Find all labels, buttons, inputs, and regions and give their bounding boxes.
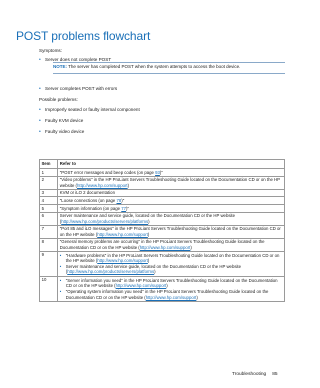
- bullet-icon: •: [59, 277, 62, 283]
- column-header-item: Item: [40, 160, 58, 169]
- table-header-row: [40, 160, 285, 169]
- page-link[interactable]: 78: [116, 197, 122, 203]
- page-link[interactable]: 93: [155, 169, 160, 175]
- column-header-refer: Refer to: [58, 160, 285, 169]
- problem-item: • Faulty KVM device: [39, 117, 84, 124]
- website-link[interactable]: http://www.hp.com/support: [97, 231, 148, 237]
- website-link[interactable]: http://www.hp.com/support: [76, 182, 128, 188]
- table-row: 1 "POST error messages and beep codes (on page 93)": [40, 169, 285, 177]
- reference-table: [39, 159, 285, 302]
- bullet-icon: •: [39, 117, 41, 124]
- bullet-icon: •: [39, 85, 41, 92]
- symptom-item: • Server does not complete POST: [39, 56, 112, 63]
- website-link[interactable]: http://www.hp.com/support: [115, 283, 167, 289]
- symptoms-label: Symptoms:: [39, 48, 62, 53]
- bullet-icon: •: [59, 252, 62, 258]
- list-item: • "Hardware problems" in the HP ProLiant Servers Troubleshooting Guide located on the Documentation CD or on the HP website (http://www.hp.com/support): [59, 252, 280, 264]
- website-link[interactable]: http://www.hp.com/products/servers/platforms: [67, 269, 155, 275]
- problem-item: • Faulty video device: [39, 128, 85, 135]
- table-row: 2 "Video problems" in the HP ProLiant Servers Troubleshooting Guide located on the Documentation CD or on the HP website (http://www.hp.com/support): [40, 176, 285, 189]
- page-number: 85: [272, 372, 278, 377]
- note-top-rule: [53, 62, 285, 63]
- note-box: [53, 64, 285, 69]
- table-row: 5 "Symptom information (on page 77)": [40, 204, 285, 212]
- problem-item: • Improperly seated or faulty internal component: [39, 106, 140, 113]
- page-title: POST problems flowchart: [16, 29, 151, 43]
- website-link[interactable]: http://www.hp.com/support: [139, 244, 191, 250]
- table-row: 10 • "Server information you need" in the HP ProLiant Servers Troubleshooting Guide located on the Documentation CD or on the HP website (http://www.hp.com/support) • "Operating system information you need" in the HP ProLiant Servers Troubleshooting Guide located on the Documentation CD or on the HP website (http://www.hp.com/support): [40, 276, 285, 301]
- bullet-icon: •: [39, 106, 41, 113]
- table-row: 7 "Port 85 and iLO messages" in the HP ProLiant Servers Troubleshooting Guide located on the Documentation CD or on the HP website (http://www.hp.com/support): [40, 225, 285, 238]
- page-link[interactable]: 77: [121, 205, 127, 211]
- note-tag: NOTE:: [53, 64, 67, 69]
- website-link[interactable]: http://www.hp.com/support: [145, 294, 197, 300]
- note-text: The server has completed POST when the system attempts to access the boot device.: [68, 64, 241, 69]
- symptom-item: • Server completes POST with errors: [39, 85, 118, 92]
- table-row: 9 • "Hardware problems" in the HP ProLiant Servers Troubleshooting Guide located on the Documentation CD or on the HP website (http://www.hp.com/support) • Server maintenance and service guide, located on the Documentation CD or the HP website (http://www.hp.com/products/servers/platforms): [40, 251, 285, 276]
- bullet-icon: •: [39, 56, 41, 63]
- list-item: • "Server information you need" in the HP ProLiant Servers Troubleshooting Guide located on the Documentation CD or on the HP website (http://www.hp.com/support): [59, 277, 278, 289]
- bullet-icon: •: [59, 289, 62, 295]
- note-bottom-rule: [53, 73, 285, 74]
- page-footer: [232, 372, 278, 377]
- list-item: • "Operating system information you need" in the HP ProLiant Servers Troubleshooting Guide located on the Documentation CD or on the HP website (http://www.hp.com/support): [59, 289, 269, 300]
- problems-label: Possible problems:: [39, 97, 78, 102]
- list-item: • Server maintenance and service guide, located on the Documentation CD or the HP website (http://www.hp.com/products/servers/platforms): [59, 263, 242, 275]
- table-row: 3 KVM or iLO 2 documentation: [40, 189, 285, 197]
- bullet-icon: •: [39, 128, 41, 135]
- website-link[interactable]: http://www.hp.com/support: [97, 258, 148, 264]
- table-row: 4 "Loose connections (on page 78)": [40, 197, 285, 205]
- website-link[interactable]: http://www.hp.com/products/servers/platforms: [61, 218, 149, 224]
- table-row: 6 Server maintenance and service guide, located on the Documentation CD or the HP website (http://www.hp.com/products/servers/platforms): [40, 212, 285, 225]
- footer-section: Troubleshooting: [232, 372, 267, 377]
- table-row: 8 "General memory problems are occurring" in the HP ProLiant Servers Troubleshooting Guide located on the Documentation CD or on the HP website (http://www.hp.com/support): [40, 238, 285, 251]
- bullet-icon: •: [59, 263, 62, 269]
